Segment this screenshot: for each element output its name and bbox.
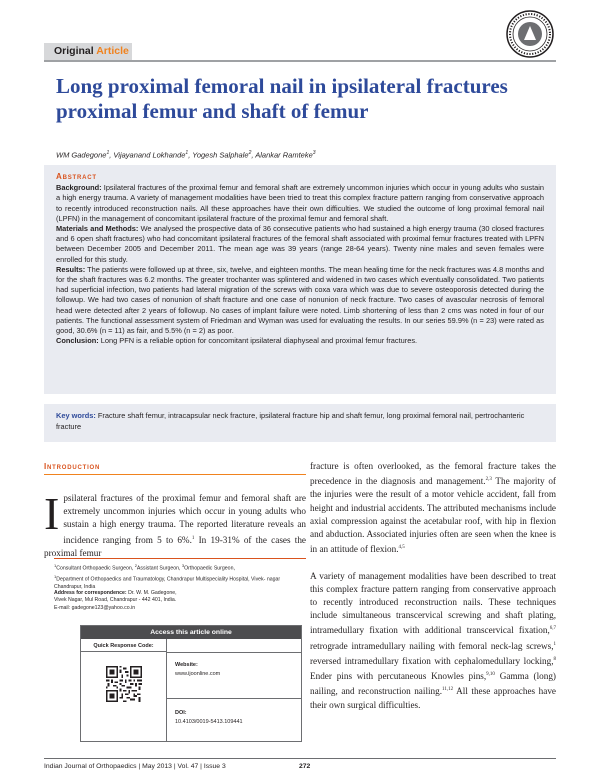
journal-citation: Indian Journal of Orthopaedics | May 2013 | Vol. 47 | Issue 3 xyxy=(44,763,226,770)
author-affiliations: $^1$Consultant Orthopaedic Surgeon, $^2$Assistant Surgeon, $^3$Orthopaedic Surgeon, $^1$Department of Orthopaedics and Traumatology, Chandrapur Multispeciality Hospital, Vivek- nagar Chandrapur, India xyxy=(54,558,306,591)
qr-code-label: Quick Response Code: xyxy=(81,639,166,652)
right-column xyxy=(310,460,556,712)
introduction-left-paragraph: Ipsilateral fractures of the proximal femur and femoral shaft are extremely uncommon injuries which occur in young adults who sustain a high energy trauma. The reported literature reveals an incidence ranging from 5 to 6%.$^1$ In 19-31% of the cases the proximal femur xyxy=(44,488,306,558)
article-type-word1: Original xyxy=(54,45,94,57)
correspondence-label: Address for correspondence: xyxy=(54,590,127,596)
abstract-background: Background: Ipsilateral fractures of the proximal femur and femoral shaft are extremely uncommon injuries which occur in young adults who sustain a high energy trauma. A variety of management modalities have been tried to treat this complex fracture pattern ranging from conservative approach to recently introduced reconstruction nails. All these approaches have their own difficulties. We studied the outcome of long proximal femoral nail (LPFN) in the management of concomitant ipsilateral fracture of the proximal femur and femoral shaft. xyxy=(56,183,544,223)
website-link[interactable]: www.ijoonline.com xyxy=(175,671,221,677)
author-name: Alankar Ramteke xyxy=(255,150,313,160)
page-number: 272 xyxy=(299,763,311,770)
article-title: Long proximal femoral nail in ipsilateral fractures proximal femur and shaft of femur xyxy=(56,74,508,123)
website-label: Website: xyxy=(175,662,198,668)
keywords-box xyxy=(44,404,556,442)
introduction-rule xyxy=(44,474,306,475)
author-list: WM Gadegone$^1$, Vijayanand Lokhande$^1$, Yogesh Salphale$^2$, Alankar Ramteke$^3$ xyxy=(56,150,316,160)
left-column xyxy=(44,460,306,560)
correspondence-email[interactable]: E-mail: gadegone123@yahoo.co.in xyxy=(54,604,136,611)
keywords-text: Fracture shaft femur, intracapsular neck fracture, ipsilateral fracture hip and shaft femur, long proximal femoral nail, pertrochanteric fracture xyxy=(56,411,525,431)
journal-seal-icon xyxy=(505,9,555,59)
header-rule xyxy=(44,60,556,62)
introduction-right-paragraph-2: A variety of management modalities have been described to treat this complex fracture pattern ranging from conservative approach to recently introduced reconstruction nails. These techniques include simultaneous transcervical screwing and shaft plating, intramedullary fixation with additional transcervical fixation,$^{6,7}$ retrograde intramedullary nailing with femoral neck-lag screws,$^1$ reversed intramedullary fixation with cephalomedullary locking,$^8$ Ender pins with percutaneous Knowles pins,$^{9,10}$ Gamma (long) nailing, and reconstruction nailing.$^{11,12}$ All these approaches have their own surgical difficulties. xyxy=(310,570,556,710)
author-name: WM Gadegone xyxy=(56,150,107,160)
doi-link[interactable]: 10.4103/0019-5413.109441 xyxy=(175,719,243,725)
qr-code-icon[interactable] xyxy=(106,666,142,702)
drop-cap: I xyxy=(44,488,60,539)
footer-rule xyxy=(44,758,556,759)
access-box-heading: Access this article online xyxy=(81,626,301,639)
introduction-right-paragraph-1: fracture is often overlooked, as the femoral fracture takes the precedence in the diagnosis and management.$^{2,3}$ The majority of the injuries were the result of a motor vehicle accident, fall from height and industrial accidents. The attributed mechanisms include axial compression against the acetabular roof, with hip in flexion and abduction. Associated injuries often are seen when the knee is in an attitude of flexion.$^{4,5}$ xyxy=(310,461,556,555)
introduction-heading: Introduction xyxy=(44,462,101,471)
abstract-methods: Materials and Methods: We analysed the prospective data of 36 consecutive patients who had sustained a high energy trauma (30 closed fractures and 6 open shaft fractures) who had concomitant ipsilateral fractures of the femoral shaft associated with proximal femur fractures treated with LPFN between December 2005 and December 2011. The mean age was 39 years (range 28-64 years). Twenty nine males and seven females were enrolled for this study. xyxy=(56,224,544,264)
doi-label: DOI: xyxy=(175,710,187,716)
abstract-box xyxy=(44,165,556,394)
abstract-conclusion: Conclusion: Long PFN is a reliable option for concomitant ipsilateral diaphyseal and proximal femur fractures. xyxy=(56,336,418,346)
author-name: Yogesh Salphale xyxy=(192,150,249,160)
doi-info xyxy=(167,699,301,742)
article-type-word2: Article xyxy=(96,45,129,57)
access-online-box xyxy=(80,625,302,742)
abstract-heading: Abstract xyxy=(56,172,97,181)
article-type-tag xyxy=(44,43,132,60)
abstract-results: Results: The patients were followed up at three, six, twelve, and eighteen months. The mean healing time for the neck fractures was 4.8 months and for the shaft fractures was 6.2 months. The greater trochanter was splintered and widened in two cases which eventually consolidated. Two patients had superficial infection, two patients had lateral migration of the screws with coxa vara which was due to severe osteoporosis detected during the followup. We had two cases of nonunion of shaft fracture and one case of nonunion of neck fracture. Two cases of avascular necrosis of femoral head were detected after 2 years of followup. No cases of implant failure were noted. Limb shortening of less than 2 cms was noted in four of our patients. The functional assessment system of Friedman and Wyman was used for evaluating the results. In our series 59.9% (n = 23) were rated as good, 30.6% (n = 11) as fair, and 5.5% (n = 2) as poor. xyxy=(56,264,544,336)
correspondence-address: Address for correspondence: Dr. W. M. Gadegone, Vivek Nagar, Mul Road, Chandrapur - 442 401, India. E-mail: gadegone123@yahoo.co.in xyxy=(54,590,177,611)
keywords-label: Key words: xyxy=(56,411,96,420)
author-name: Vijayanand Lokhande xyxy=(113,150,186,160)
website-info xyxy=(167,653,301,699)
